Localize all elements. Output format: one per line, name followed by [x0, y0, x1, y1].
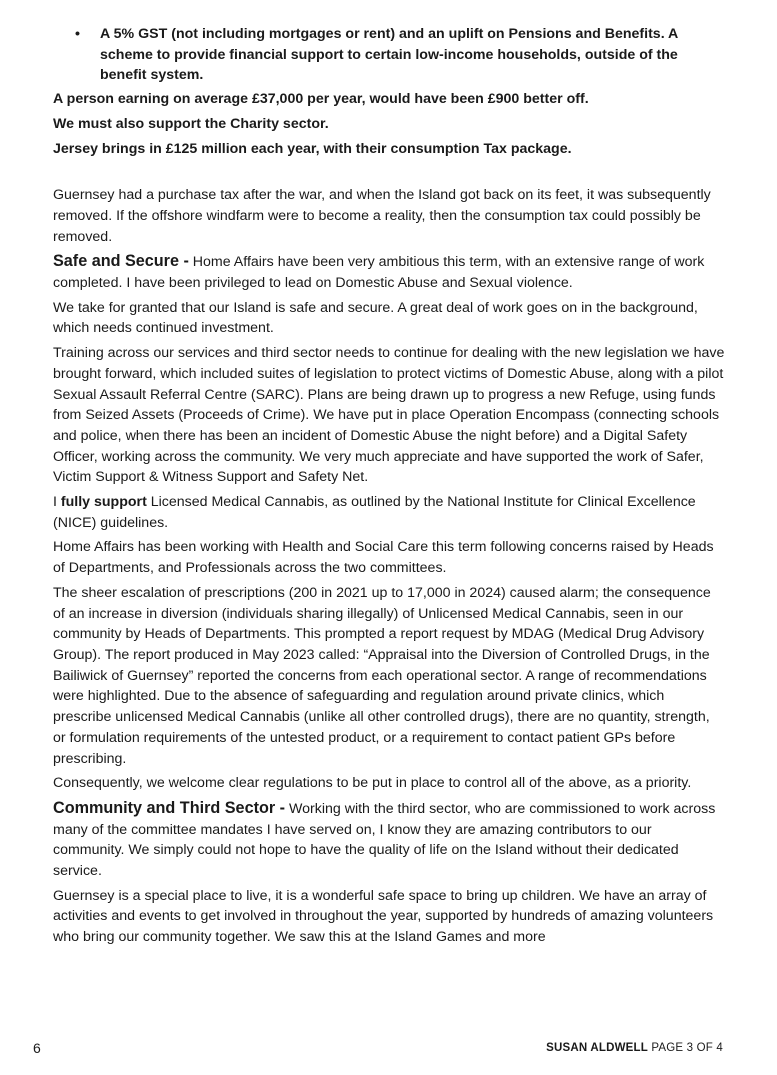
safe-paragraph-5: The sheer escalation of prescriptions (200 in 2021 up to 17,000 in 2024) caused alarm; the consequence of an increase in diversion (individuals sharing illegally) of Unlicensed Medical Cannabis, seen in our community by Heads of Departments. This prompted a report request by MDAG (Medical Drug Advisory Group). The report produced in May 2023 called: “Appraisal into the Diversion of Controlled Drugs, in the Bailiwick of Guernsey” reported the concerns from each operational sector. A range of recommendations were highlighted. Due to the absence of safeguarding and regulation around private clinics, which prescribe unlicensed Medical Cannabis (unlike all other controlled drugs), there are no quantity, strength, or formulation requirements of the untested product, or a requirement to contact patient GPs before prescribing.: [53, 584, 711, 767]
safe-paragraph-1: We take for granted that our Island is safe and secure. A great deal of work goes on in the background, which needs continued investment.: [53, 299, 698, 337]
cannabis-bold: fully support: [60, 494, 147, 511]
bold-statement-1: A person earning on average £37,000 per year, would have been £900 better off.: [53, 91, 589, 108]
bullet-item: [53, 24, 725, 86]
community-intro: [53, 798, 725, 882]
safe-paragraph-4: Home Affairs has been working with Health and Social Care this term following concerns raised by Heads of Departments, and Professionals across the two committees.: [53, 539, 714, 577]
safe-paragraph-2: Training across our services and third sector needs to continue for dealing with the new legislation we have brought forward, which included suites of legislation to protect victims of Domestic Abuse, along with a pilot Sexual Assault Referral Centre (SARC). Plans are being drawn up to progress a new Refuge, using funds from Seized Assets (Proceeds of Crime). We have put in place Operation Encompass (connecting schools and police, when there has been an incident of Domestic Abuse the night before) and a Digital Safety Officer, working across the community. We very much appreciate and have supported the work of Safer, Victim Support & Witness Support and Safety Net.: [53, 345, 725, 486]
page-number: 6: [33, 1040, 41, 1056]
footer-label: [546, 1042, 723, 1054]
footer-author: SUSAN ALDWELL: [546, 1042, 648, 1054]
purchase-tax-paragraph: Guernsey had a purchase tax after the war, and when the Island got back on its feet, it was subsequently removed. If the offshore windfarm were to become a reality, then the consumption tax could possibly be removed.: [53, 187, 711, 245]
bold-statement-3: Jersey brings in £125 million each year, with their consumption Tax package.: [53, 140, 572, 157]
safe-secure-intro-text: Home Affairs have been very ambitious this term, with an extensive range of work completed. I have been privileged to lead on Domestic Abuse and Sexual violence.: [53, 254, 705, 292]
safe-secure-intro: [53, 251, 725, 293]
safe-paragraph-6: Consequently, we welcome clear regulations to be put in place to control all of the above, as a priority.: [53, 775, 692, 792]
safe-secure-heading: Safe and Secure -: [53, 252, 189, 271]
bullet-text: A 5% GST (not including mortgages or rent) and an uplift on Pensions and Benefits. A scheme to provide financial support to certain low-income households, outside of the benefit system.: [100, 26, 678, 84]
cannabis-rest: Licensed Medical Cannabis, as outlined by the National Institute for Clinical Excellence (NICE) guidelines.: [53, 494, 696, 531]
cannabis-lead: I: [53, 494, 61, 511]
community-intro-text: Working with the third sector, who are commissioned to work across many of the committee mandates I have served on, I know they are amazing contributors to our community. We simply could not hope to have the quality of life on the Island without their dedicated service.: [53, 800, 716, 880]
document-body: [53, 24, 725, 952]
bullet-dot-icon: •: [75, 26, 80, 42]
community-heading: Community and Third Sector -: [53, 798, 286, 817]
community-paragraph-1: Guernsey is a special place to live, it is a wonderful safe space to bring up children. We have an array of activities and events to get involved in throughout the year, supported by hundreds of amazing volunteers who bring our community together. We saw this at the Island Games and more: [53, 887, 714, 946]
bold-statement-2: We must also support the Charity sector.: [53, 115, 329, 132]
footer-page-label: PAGE 3 OF 4: [647, 1042, 723, 1054]
cannabis-paragraph: [53, 492, 725, 533]
